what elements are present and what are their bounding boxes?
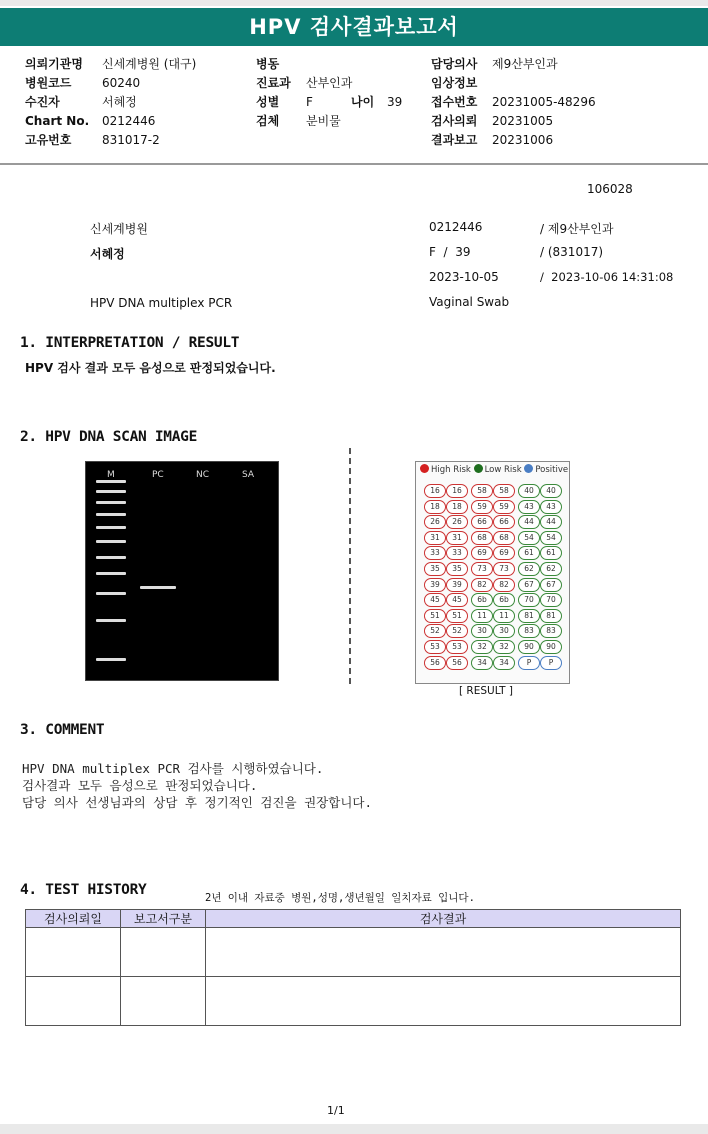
hpv-type-oval: 73: [471, 562, 493, 576]
dashed-divider: [349, 448, 351, 684]
hpv-type-oval: 16: [446, 484, 468, 498]
hpv-type-oval: 68: [471, 531, 493, 545]
gel-electrophoresis-image: [86, 462, 278, 680]
lane-label-nc: NC: [196, 470, 210, 480]
marker-band: [96, 480, 126, 483]
hpv-type-oval: 16: [424, 484, 446, 498]
hpv-type-oval: 35: [424, 562, 446, 576]
panel-caption: [ RESULT ]: [459, 685, 513, 697]
label: 진료과: [256, 76, 291, 90]
marker-band: [96, 658, 126, 661]
hpv-type-oval: 82: [471, 578, 493, 592]
hpv-type-oval: 59: [493, 500, 515, 514]
hpv-type-oval: 83: [540, 624, 562, 638]
report-code: 106028: [587, 182, 633, 196]
hpv-type-oval: 81: [540, 609, 562, 623]
value: 60240: [102, 76, 141, 90]
hpv-type-oval: 26: [424, 515, 446, 529]
header-col-3: [431, 55, 596, 150]
label: 병원코드: [25, 76, 72, 90]
legend-label: High Risk: [431, 465, 471, 475]
lane-label-pc: PC: [152, 470, 164, 480]
hpv-type-oval: 31: [446, 531, 468, 545]
value: 산부인과: [306, 76, 353, 90]
hpv-type-oval: 30: [493, 624, 515, 638]
comment-body: [22, 760, 372, 811]
interpretation-result: HPV 검사 결과 모두 음성으로 판정되었습니다.: [25, 361, 276, 375]
hpv-type-oval: 67: [518, 578, 540, 592]
report-title: HPV 검사결과보고서: [0, 8, 708, 46]
hpv-type-oval: 53: [446, 640, 468, 654]
hpv-type-panel: [415, 461, 570, 684]
label: 임상정보: [431, 76, 478, 90]
hpv-type-oval: 18: [446, 500, 468, 514]
label: 담당의사: [431, 57, 478, 71]
hpv-type-oval: 43: [518, 500, 540, 514]
hpv-type-oval: 62: [540, 562, 562, 576]
hpv-type-oval: 90: [540, 640, 562, 654]
hpv-type-oval: 35: [446, 562, 468, 576]
label: 결과보고: [431, 133, 478, 147]
hpv-type-oval: 81: [518, 609, 540, 623]
hpv-type-oval: 82: [493, 578, 515, 592]
section-comment-heading: 3. COMMENT: [20, 722, 105, 738]
lane-label-sa: SA: [242, 470, 255, 480]
label: 검사의뢰: [431, 114, 478, 128]
hpv-type-oval: 34: [471, 656, 493, 670]
hpv-type-oval: 69: [471, 546, 493, 560]
type-grid: [416, 462, 569, 683]
hpv-type-oval: 67: [540, 578, 562, 592]
section-interpretation-heading: 1. INTERPRETATION / RESULT: [20, 335, 240, 351]
pc-band: [140, 586, 176, 589]
history-col-header: 검사결과: [206, 910, 681, 928]
department: / 제9산부인과: [540, 222, 614, 236]
lane-label-m: M: [107, 470, 115, 480]
hpv-type-oval: 31: [424, 531, 446, 545]
hpv-type-oval: 54: [540, 531, 562, 545]
label: Chart No.: [25, 114, 90, 128]
marker-band: [96, 490, 126, 493]
hpv-type-oval: 56: [446, 656, 468, 670]
age-value: 39: [387, 95, 403, 109]
value: 제9산부인과: [492, 57, 558, 71]
top-strip: [0, 0, 708, 6]
header-col-2: [256, 55, 402, 131]
hpv-type-oval: 33: [424, 546, 446, 560]
hpv-type-oval: 40: [540, 484, 562, 498]
section-scan-image-heading: 2. HPV DNA SCAN IMAGE: [20, 429, 198, 445]
hpv-type-oval: 40: [518, 484, 540, 498]
table-cell: [26, 977, 121, 1026]
hpv-type-oval: 62: [518, 562, 540, 576]
marker-band: [96, 540, 126, 543]
hpv-type-oval: 83: [518, 624, 540, 638]
comment-line: HPV DNA multiplex PCR 검사를 시행하였습니다.: [22, 761, 324, 776]
value: 0212446: [102, 114, 156, 128]
chart-number: 0212446: [429, 220, 483, 234]
hpv-type-oval: 32: [493, 640, 515, 654]
comment-line: 검사결과 모두 음성으로 판정되었습니다.: [22, 778, 258, 793]
hpv-type-oval: 52: [424, 624, 446, 638]
hpv-type-oval: 70: [518, 593, 540, 607]
hpv-type-oval: 59: [471, 500, 493, 514]
label: 성별: [256, 95, 280, 109]
header-divider: [0, 163, 708, 165]
value: 20231005-48296: [492, 95, 596, 109]
hpv-type-oval: 51: [446, 609, 468, 623]
hpv-type-oval: 90: [518, 640, 540, 654]
table-cell: [26, 928, 121, 977]
page-number: 1/1: [327, 1104, 345, 1117]
hpv-type-oval: P: [540, 656, 562, 670]
hpv-type-oval: 61: [518, 546, 540, 560]
hpv-type-oval: 6b: [471, 593, 493, 607]
hpv-type-oval: 45: [446, 593, 468, 607]
marker-band: [96, 592, 126, 595]
value: 20231006: [492, 133, 554, 147]
label: 고유번호: [25, 133, 72, 147]
history-header-row: [26, 910, 681, 928]
marker-band: [96, 526, 126, 529]
hpv-type-oval: 66: [471, 515, 493, 529]
hpv-type-oval: 45: [424, 593, 446, 607]
marker-band: [96, 556, 126, 559]
sex-age: F / 39: [429, 245, 471, 259]
history-col-header: 보고서구분: [121, 910, 206, 928]
age-label: 나이: [351, 95, 375, 109]
hpv-type-oval: 43: [540, 500, 562, 514]
table-row: [26, 977, 681, 1026]
legend-label: Positive: [535, 465, 569, 475]
hpv-type-oval: 58: [493, 484, 515, 498]
table-cell: [206, 928, 681, 977]
hpv-type-oval: 69: [493, 546, 515, 560]
hpv-type-oval: 54: [518, 531, 540, 545]
hpv-type-oval: P: [518, 656, 540, 670]
label: 수진자: [25, 95, 60, 109]
legend-label: Low Risk: [484, 465, 522, 475]
section-history-heading: 4. TEST HISTORY: [20, 882, 147, 898]
table-cell: [206, 977, 681, 1026]
history-table: [25, 909, 681, 1026]
hpv-type-oval: 56: [424, 656, 446, 670]
hpv-type-oval: 11: [471, 609, 493, 623]
hpv-type-oval: 39: [446, 578, 468, 592]
hospital-name: 신세계병원: [90, 222, 148, 236]
patient-id: / (831017): [540, 245, 604, 259]
hpv-type-oval: 44: [540, 515, 562, 529]
hpv-type-oval: 33: [446, 546, 468, 560]
value: 분비물: [306, 114, 341, 128]
hpv-type-oval: 6b: [493, 593, 515, 607]
table-cell: [121, 928, 206, 977]
hpv-type-oval: 53: [424, 640, 446, 654]
table-row: [26, 928, 681, 977]
receipt-date: 2023-10-05: [429, 270, 499, 284]
hpv-type-oval: 51: [424, 609, 446, 623]
hpv-type-oval: 11: [493, 609, 515, 623]
marker-band: [96, 572, 126, 575]
hpv-type-oval: 32: [471, 640, 493, 654]
value: F: [306, 95, 313, 109]
hpv-type-oval: 18: [424, 500, 446, 514]
marker-band: [96, 501, 126, 504]
hpv-type-oval: 70: [540, 593, 562, 607]
hpv-type-oval: 68: [493, 531, 515, 545]
label: 병동: [256, 57, 280, 71]
marker-band: [96, 513, 126, 516]
report-datetime: / 2023-10-06 14:31:08: [540, 270, 674, 284]
value: 신세계병원 (대구): [102, 57, 197, 71]
hpv-type-oval: 66: [493, 515, 515, 529]
value: 831017-2: [102, 133, 160, 147]
bottom-strip: [0, 1124, 708, 1134]
value: 20231005: [492, 114, 554, 128]
value: 서혜정: [102, 95, 137, 109]
history-col-header: 검사의뢰일: [26, 910, 121, 928]
hpv-type-oval: 39: [424, 578, 446, 592]
specimen-type: Vaginal Swab: [429, 295, 510, 309]
label: 검체: [256, 114, 280, 128]
test-name: HPV DNA multiplex PCR: [90, 296, 233, 310]
hpv-type-oval: 73: [493, 562, 515, 576]
hpv-type-oval: 61: [540, 546, 562, 560]
header-col-1: [25, 55, 196, 150]
hpv-type-oval: 30: [471, 624, 493, 638]
marker-band: [96, 619, 126, 622]
hpv-type-oval: 52: [446, 624, 468, 638]
label: 접수번호: [431, 95, 478, 109]
hpv-type-oval: 34: [493, 656, 515, 670]
table-cell: [121, 977, 206, 1026]
label: 의뢰기관명: [25, 57, 83, 71]
hpv-type-oval: 58: [471, 484, 493, 498]
comment-line: 담당 의사 선생님과의 상담 후 정기적인 검진을 권장합니다.: [22, 795, 373, 810]
hpv-type-oval: 26: [446, 515, 468, 529]
history-note: 2년 이내 자료중 병원,성명,생년월일 일치자료 입니다.: [205, 892, 475, 904]
hpv-type-oval: 44: [518, 515, 540, 529]
patient-name: 서혜정: [90, 247, 125, 261]
